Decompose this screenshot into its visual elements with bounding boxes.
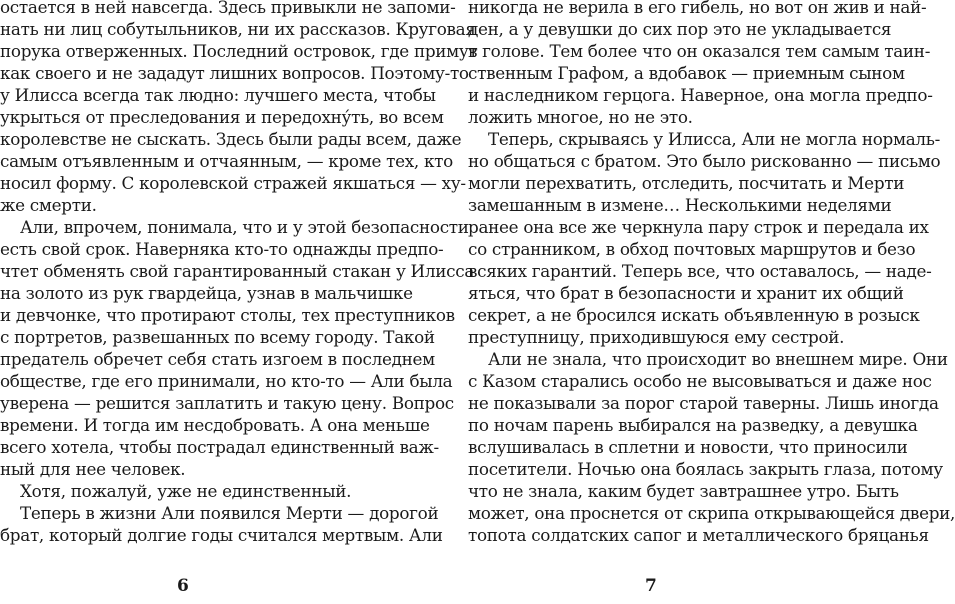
text-line: Хотя, пожалуй, уже не единственный.: [20, 481, 352, 501]
text-line: с Казом старались особо не высовываться и даже нос: [468, 371, 932, 391]
text-line: укрыться от преследования и передохну́ть, во всем: [0, 107, 444, 127]
text-line: в голове. Тем более что он оказался тем самым таин-: [468, 41, 931, 61]
text-line: времени. И тогда им несдобровать. А она меньше: [0, 415, 430, 435]
text-line: самым отъявленным и отчаянным, — кроме тех, кто: [0, 151, 453, 171]
text-line: что не знала, каким будет завтрашнее утро. Быть: [468, 481, 899, 501]
text-line: носил форму. С королевской стражей якшаться — ху-: [0, 173, 466, 193]
text-line: ный для нее человек.: [0, 459, 186, 479]
page-number: 6: [177, 576, 189, 596]
text-line: могли перехватить, отследить, посчитать и Мерти: [468, 173, 905, 193]
text-line: порука отверженных. Последний островок, где примут: [0, 41, 478, 61]
text-line: как своего и не зададут лишних вопросов. Поэтому-то: [0, 63, 469, 83]
text-line: Али, впрочем, понимала, что и у этой безопасности: [20, 217, 469, 237]
text-line: со странником, в обход почтовых маршрутов и безо: [468, 239, 916, 259]
text-line: чтет обменять свой гарантированный стакан у Илисса: [0, 261, 475, 281]
text-line: посетители. Ночью она боялась закрыть глаза, потому: [468, 459, 943, 479]
text-line: замешанным в измене… Несколькими неделями: [468, 195, 892, 215]
text-line: уверена — решится заплатить и такую цену. Вопрос: [0, 393, 454, 413]
text-line: всяких гарантий. Теперь все, что оставалось, — наде-: [468, 261, 932, 281]
right-page: [468, 0, 955, 604]
text-line: секрет, а не бросился искать объявленную в розыск: [468, 305, 920, 325]
text-line: ранее она все же черкнула пару строк и передала их: [468, 217, 929, 237]
text-line: яться, что брат в безопасности и хранит их общий: [468, 283, 904, 303]
text-line: есть свой срок. Наверняка кто-то однажды предпо-: [0, 239, 444, 259]
text-line: обществе, где его принимали, но кто-то — Али была: [0, 371, 453, 391]
text-line: нать ни лиц собутыльников, ни их рассказов. Круговая: [0, 19, 476, 39]
text-line: Теперь, скрываясь у Илисса, Али не могла нормаль-: [488, 129, 940, 149]
text-line: Теперь в жизни Али появился Мерти — дорогой: [20, 503, 439, 523]
text-line: остается в ней навсегда. Здесь привыкли не запоми-: [0, 0, 456, 17]
text-line: у Илисса всегда так людно: лучшего места, чтобы: [0, 85, 436, 105]
text-line: и наследником герцога. Наверное, она могла предпо-: [468, 85, 933, 105]
text-line: но общаться с братом. Это было рискованно — письмо: [468, 151, 941, 171]
text-line: топота солдатских сапог и металлического бряцанья: [468, 525, 929, 545]
text-line: ден, а у девушки до сих пор это не укладывается: [468, 19, 892, 39]
text-line: ственным Графом, а вдобавок — приемным сыном: [468, 63, 905, 83]
text-line: брат, который долгие годы считался мертвым. Али: [0, 525, 443, 545]
text-line: с портретов, развешанных по всему городу. Такой: [0, 327, 435, 347]
text-line: преступницу, приходившуюся ему сестрой.: [468, 327, 845, 347]
text-line: и девчонке, что протирают столы, тех преступников: [0, 305, 455, 325]
text-line: же смерти.: [0, 195, 97, 215]
text-line: вслушивалась в сплетни и новости, что приносили: [468, 437, 908, 457]
text-line: не показывали за порог старой таверны. Лишь иногда: [468, 393, 939, 413]
text-line: на золото из рук гвардейца, узнав в мальчишке: [0, 283, 413, 303]
page-number: 7: [645, 576, 657, 596]
text-line: всего хотела, чтобы пострадал единственный важ-: [0, 437, 439, 457]
text-line: по ночам парень выбирался на разведку, а девушка: [468, 415, 918, 435]
text-line: Али не знала, что происходит во внешнем мире. Они: [488, 349, 948, 369]
text-line: ложить многое, но не это.: [468, 107, 693, 127]
text-line: предатель обречет себя стать изгоем в последнем: [0, 349, 435, 369]
text-line: может, она проснется от скрипа открывающейся двери,: [468, 503, 955, 523]
text-line: королевстве не сыскать. Здесь были рады всем, даже: [0, 129, 462, 149]
text-line: никогда не верила в его гибель, но вот он жив и най-: [468, 0, 927, 17]
